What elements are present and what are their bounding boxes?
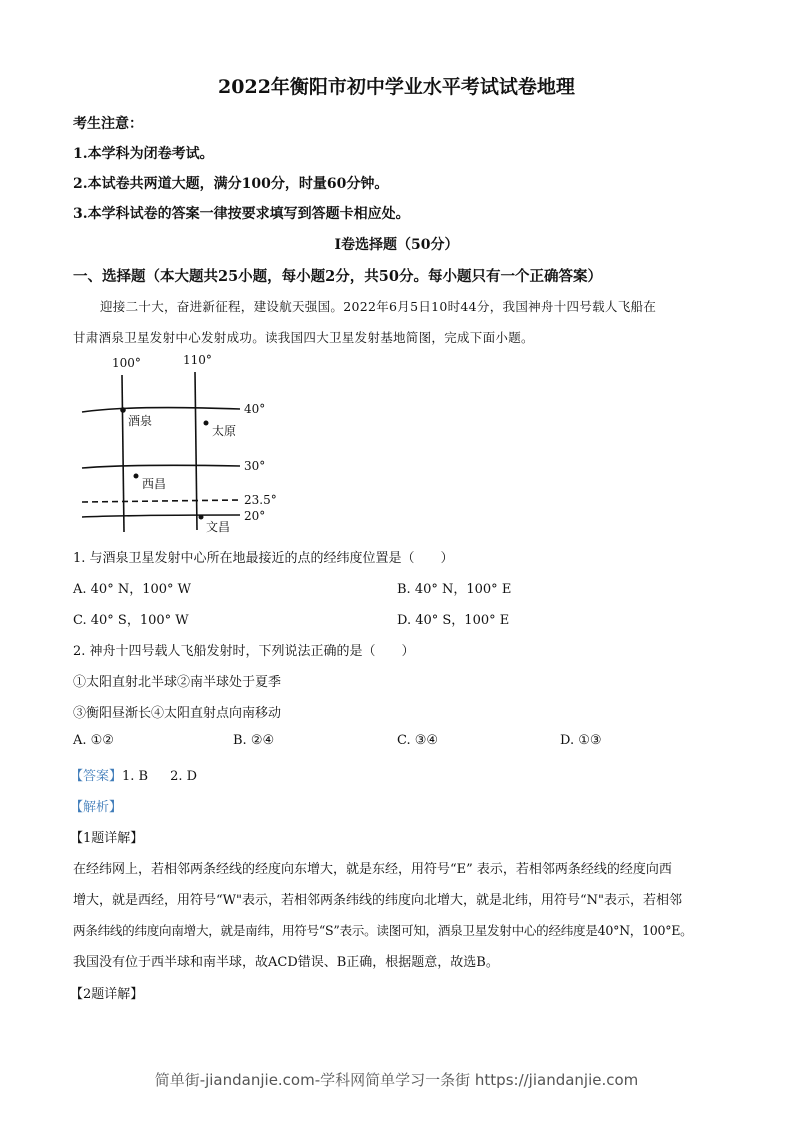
q1-detail-heading: 【1题详解】 (70, 831, 144, 846)
question-1-option-a: A. 40° N，100° W (73, 582, 192, 597)
latitude-label-30: 30° (244, 459, 266, 473)
answer-q2: 2. D (170, 769, 198, 784)
q1-detail-line-4: 我国没有位于西半球和南半球，故ACD错误、B正确，根据题意，故选B。 (73, 955, 499, 970)
launch-sites-map (70, 350, 290, 540)
latitude-label-40: 40° (244, 402, 266, 416)
q2-detail-heading: 【2题详解】 (70, 987, 144, 1002)
site-taiyuan: 太原 (212, 424, 237, 438)
question-2-option-b: B. ②④ (233, 733, 275, 748)
site-wenchang: 文昌 (206, 520, 231, 534)
question-2-stem: 2. 神舟十四号载人飞船发射时，下列说法正确的是（ ） (73, 644, 415, 659)
q1-detail-line-2: 增大，就是西经，用符号“W"表示，若相邻两条纬线的纬度向北增大，就是北纬，用符号“N"表示，若相邻 (73, 893, 682, 908)
question-2-option-c: C. ③④ (397, 733, 439, 748)
longitude-label-100: 100° (112, 356, 141, 370)
question-1-option-c: C. 40° S，100° W (73, 613, 189, 628)
notice-item-2: 2.本试卷共两道大题，满分100分，时量60分钟。 (73, 176, 389, 192)
question-2-statement-2: ③衡阳昼渐长④太阳直射点向南移动 (73, 706, 282, 721)
intro-line-2: 甘肃酒泉卫星发射中心发射成功。读我国四大卫星发射基地简图，完成下面小题。 (73, 330, 534, 345)
question-1-stem: 1. 与酒泉卫星发射中心所在地最接近的点的经纬度位置是（ ） (73, 551, 454, 566)
longitude-label-110: 110° (183, 353, 212, 367)
site-jiuquan: 酒泉 (128, 414, 153, 428)
q1-detail-line-3: 两条纬线的纬度向南增大，就是南纬，用符号“S”表示。读图可知，酒泉卫星发射中心的经纬度是40°N，100°E。 (73, 923, 693, 938)
page-title: 2022年衡阳市初中学业水平考试试卷地理 (218, 76, 575, 98)
answer-q1: 1. B (122, 769, 149, 784)
latitude-label-23-5: 23.5° (244, 493, 277, 507)
question-2-option-d: D. ①③ (560, 733, 602, 748)
question-2-option-a: A. ①② (73, 733, 114, 748)
latitude-label-20: 20° (244, 509, 266, 523)
q1-detail-line-1: 在经纬网上，若相邻两条经线的经度向东增大，就是东经，用符号“E” 表示，若相邻两条经线的经度向西 (73, 862, 672, 877)
footer-watermark: 简单街-jiandanjie.com-学科网简单学习一条街 https://jiandanjie.com (154, 1071, 639, 1089)
notice-item-3: 3.本学科试卷的答案一律按要求填写到答题卡相应处。 (73, 206, 410, 222)
question-2-statement-1: ①太阳直射北半球②南半球处于夏季 (73, 675, 282, 690)
site-xichang: 西昌 (142, 477, 167, 491)
answer-row (70, 765, 197, 784)
answer-label: 【答案】 (70, 769, 123, 784)
analysis-label: 【解析】 (70, 800, 123, 815)
question-1-option-b: B. 40° N，100° E (397, 582, 512, 597)
notice-heading: 考生注意： (73, 116, 143, 132)
intro-line-1: 迎接二十大，奋进新征程，建设航天强国。2022年6月5日10时44分，我国神舟十四号载人飞船在 (100, 299, 657, 314)
longitude-100-line (122, 375, 124, 532)
part-heading: 一、选择题（本大题共25小题，每小题2分，共50分。每小题只有一个正确答案） (73, 268, 602, 285)
question-1-option-d: D. 40° S，100° E (397, 613, 510, 628)
section-title: Ⅰ卷选择题（50分） (334, 237, 459, 253)
notice-item-1: 1.本学科为闭卷考试。 (73, 146, 214, 162)
